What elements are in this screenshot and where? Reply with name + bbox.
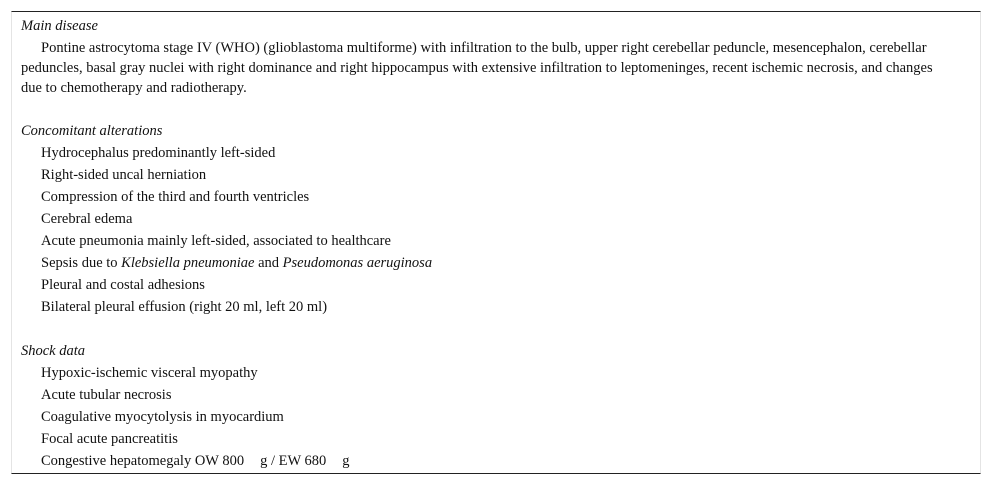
- main-disease-heading: Main disease: [21, 18, 98, 34]
- main-disease-description: Pontine astrocytoma stage IV (WHO) (glioblastoma multiforme) with infiltration to the bulb, upper right cerebellar peduncle, mesencephalon, cerebellar peduncles, basal gray nuclei with right dominance and right hippocampus with extensive infiltration to leptomeninges, recent ischemic necrosis, and changes due to chemotherapy and radiotherapy.: [21, 40, 933, 96]
- shock-item-pancreatitis: Focal acute pancreatitis: [41, 431, 178, 447]
- concomitant-item-sepsis: [21, 252, 980, 274]
- shock-item-myopathy: Hypoxic-ischemic visceral myopathy: [41, 365, 258, 381]
- concomitant-item-pleural-effusion: Bilateral pleural effusion (right 20 ml, left 20 ml): [41, 299, 328, 315]
- concomitant-item-cerebral-edema: Cerebral edema: [41, 211, 133, 227]
- concomitant-item-pneumonia: Acute pneumonia mainly left-sided, associated to healthcare: [41, 233, 391, 249]
- concomitant-item-hydrocephalus: Hydrocephalus predominantly left-sided: [41, 145, 276, 161]
- concomitant-item-adhesions: Pleural and costal adhesions: [41, 277, 205, 293]
- shock-item-myocytolysis: Coagulative myocytolysis in myocardium: [41, 409, 284, 425]
- organism-pseudomonas: Pseudomonas aeruginosa: [282, 255, 433, 271]
- sepsis-prefix: Sepsis due to: [41, 255, 122, 271]
- hepatomegaly-unit-g: g: [342, 453, 350, 469]
- findings-table: [11, 11, 981, 474]
- shock-heading: Shock data: [21, 343, 86, 359]
- hepatomegaly-label: Congestive hepatomegaly OW 800: [41, 453, 245, 469]
- main-disease-text: [21, 37, 980, 98]
- section-gap: [21, 98, 980, 120]
- sepsis-conjunction: and: [254, 255, 283, 271]
- organism-klebsiella: Klebsiella pneumoniae: [121, 255, 255, 271]
- concomitant-heading: Concomitant alterations: [21, 123, 163, 139]
- concomitant-item-ventricle-compression: Compression of the third and fourth ventricles: [41, 189, 310, 205]
- concomitant-item-uncal-herniation: Right-sided uncal herniation: [41, 167, 207, 183]
- hepatomegaly-unit-ew: g / EW 680: [260, 453, 327, 469]
- shock-item-tubular-necrosis: Acute tubular necrosis: [41, 387, 172, 403]
- section-gap: [21, 318, 980, 340]
- shock-item-hepatomegaly: [21, 450, 980, 472]
